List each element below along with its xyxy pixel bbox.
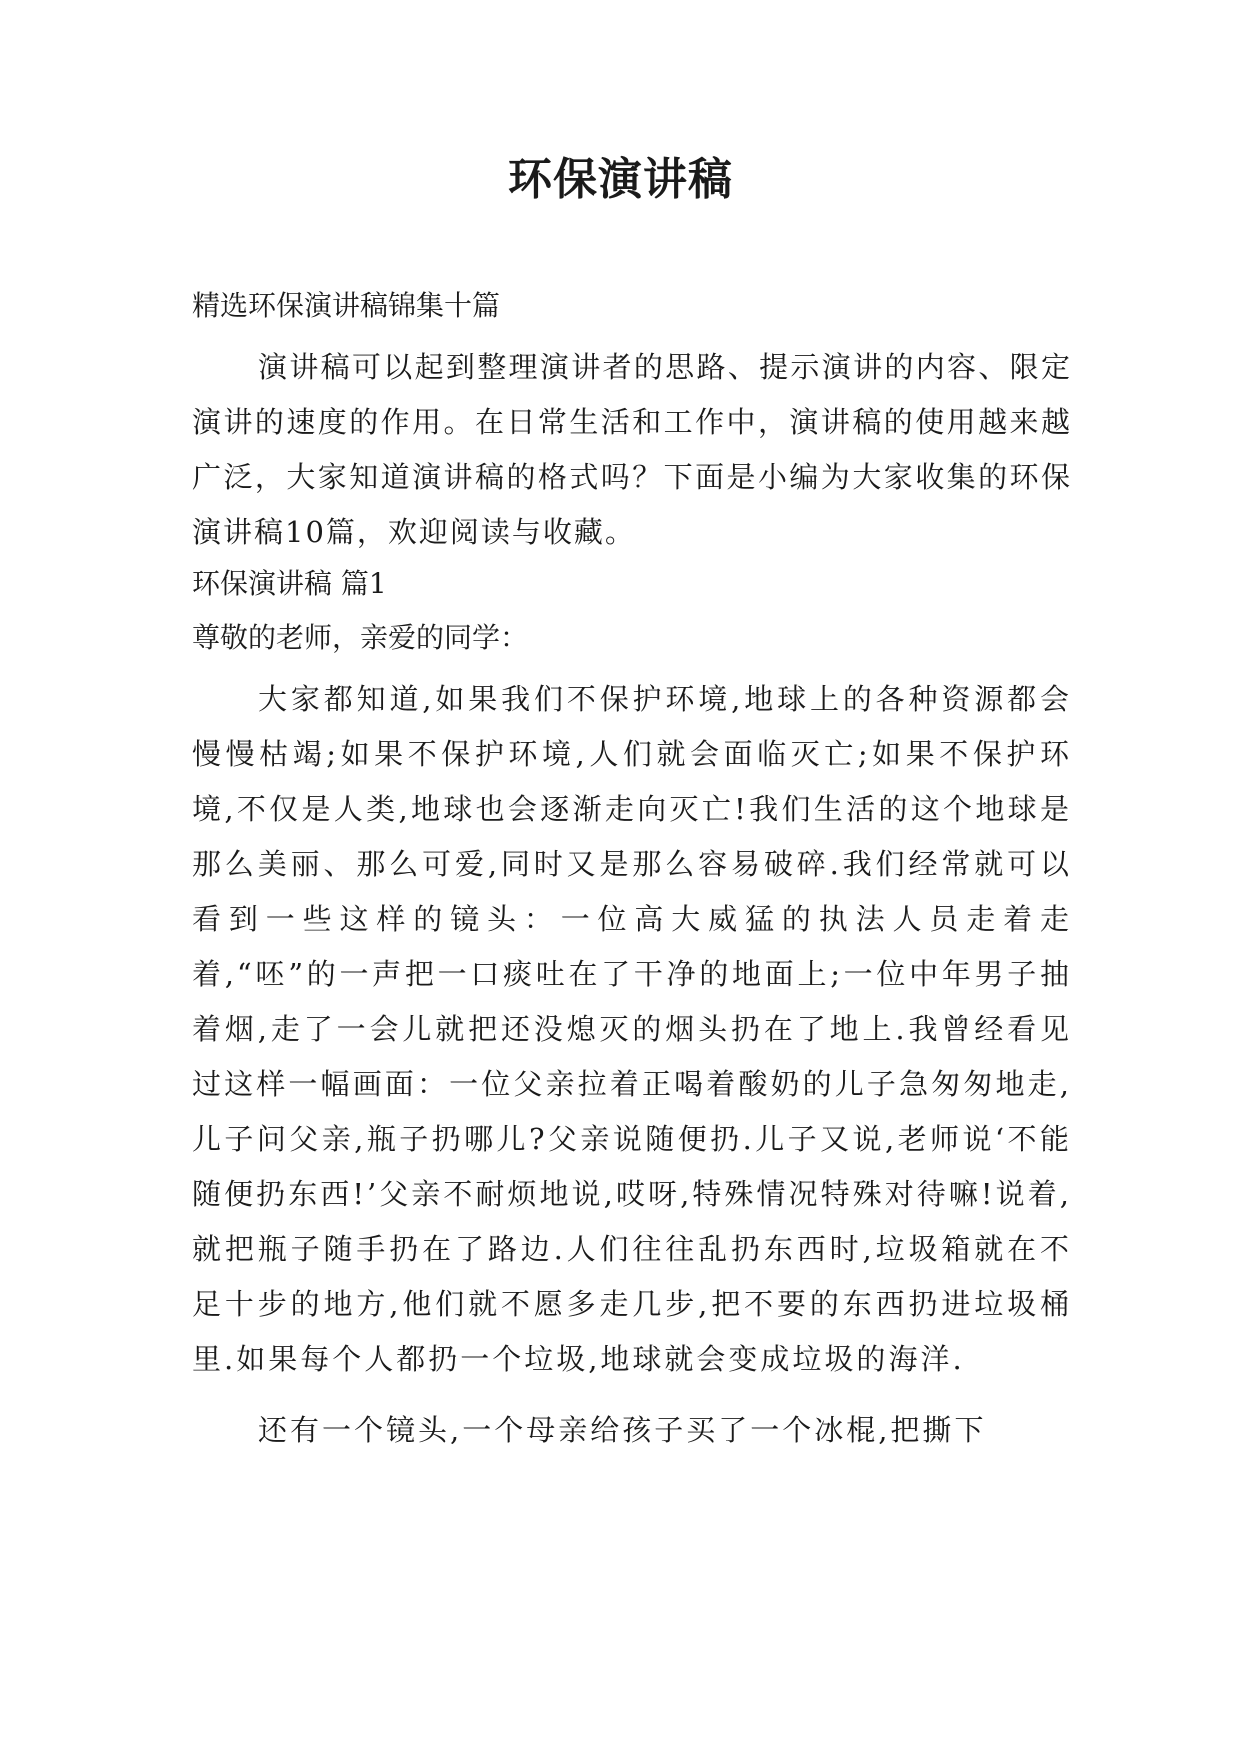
salutation: 尊敬的老师，亲爱的同学： bbox=[192, 621, 529, 654]
section-heading: 环保演讲稿 篇1 bbox=[192, 567, 387, 600]
intro-paragraph: 演讲稿可以起到整理演讲者的思路、提示演讲的内容、限定演讲的速度的作用。在日常生活和工作中，演讲稿的使用越来越广泛，大家知道演讲稿的格式吗？下面是小编为大家收集的环保演讲稿10篇，欢迎阅读与收藏。 bbox=[192, 350, 1072, 549]
document-body bbox=[192, 286, 1072, 1458]
body-paragraph: 大家都知道,如果我们不保护环境,地球上的各种资源都会慢慢枯竭;如果不保护环境,人们就会面临灭亡;如果不保护环境,不仅是人类,地球也会逐渐走向灭亡!我们生活的这个地球是那么美丽、那么可爱,同时又是那么容易破碎.我们经常就可以看到一些这样的镜头：一位高大威猛的执法人员走着走着,“呸”的一声把一口痰吐在了干净的地面上;一位中年男子抽着烟,走了一会儿就把还没熄灭的烟头扔在了地上.我曾经看见过这样一幅画面：一位父亲拉着正喝着酸奶的儿子急匆匆地走,儿子问父亲,瓶子扔哪儿?父亲说随便扔.儿子又说,老师说‘不能随便扔东西!’父亲不耐烦地说,哎呀,特殊情况特殊对待嘛!说着,就把瓶子随手扔在了路边.人们往往乱扔东西时,垃圾箱就在不足十步的地方,他们就不愿多走几步,把不要的东西扔进垃圾桶里.如果每个人都扔一个垃圾,地球就会变成垃圾的海洋. bbox=[192, 682, 1072, 1376]
document-title: 环保演讲稿 bbox=[508, 154, 733, 205]
body-paragraph-continued: 还有一个镜头,一个母亲给孩子买了一个冰棍,把撕下 bbox=[258, 1413, 987, 1447]
document-subtitle: 精选环保演讲稿锦集十篇 bbox=[192, 289, 501, 322]
